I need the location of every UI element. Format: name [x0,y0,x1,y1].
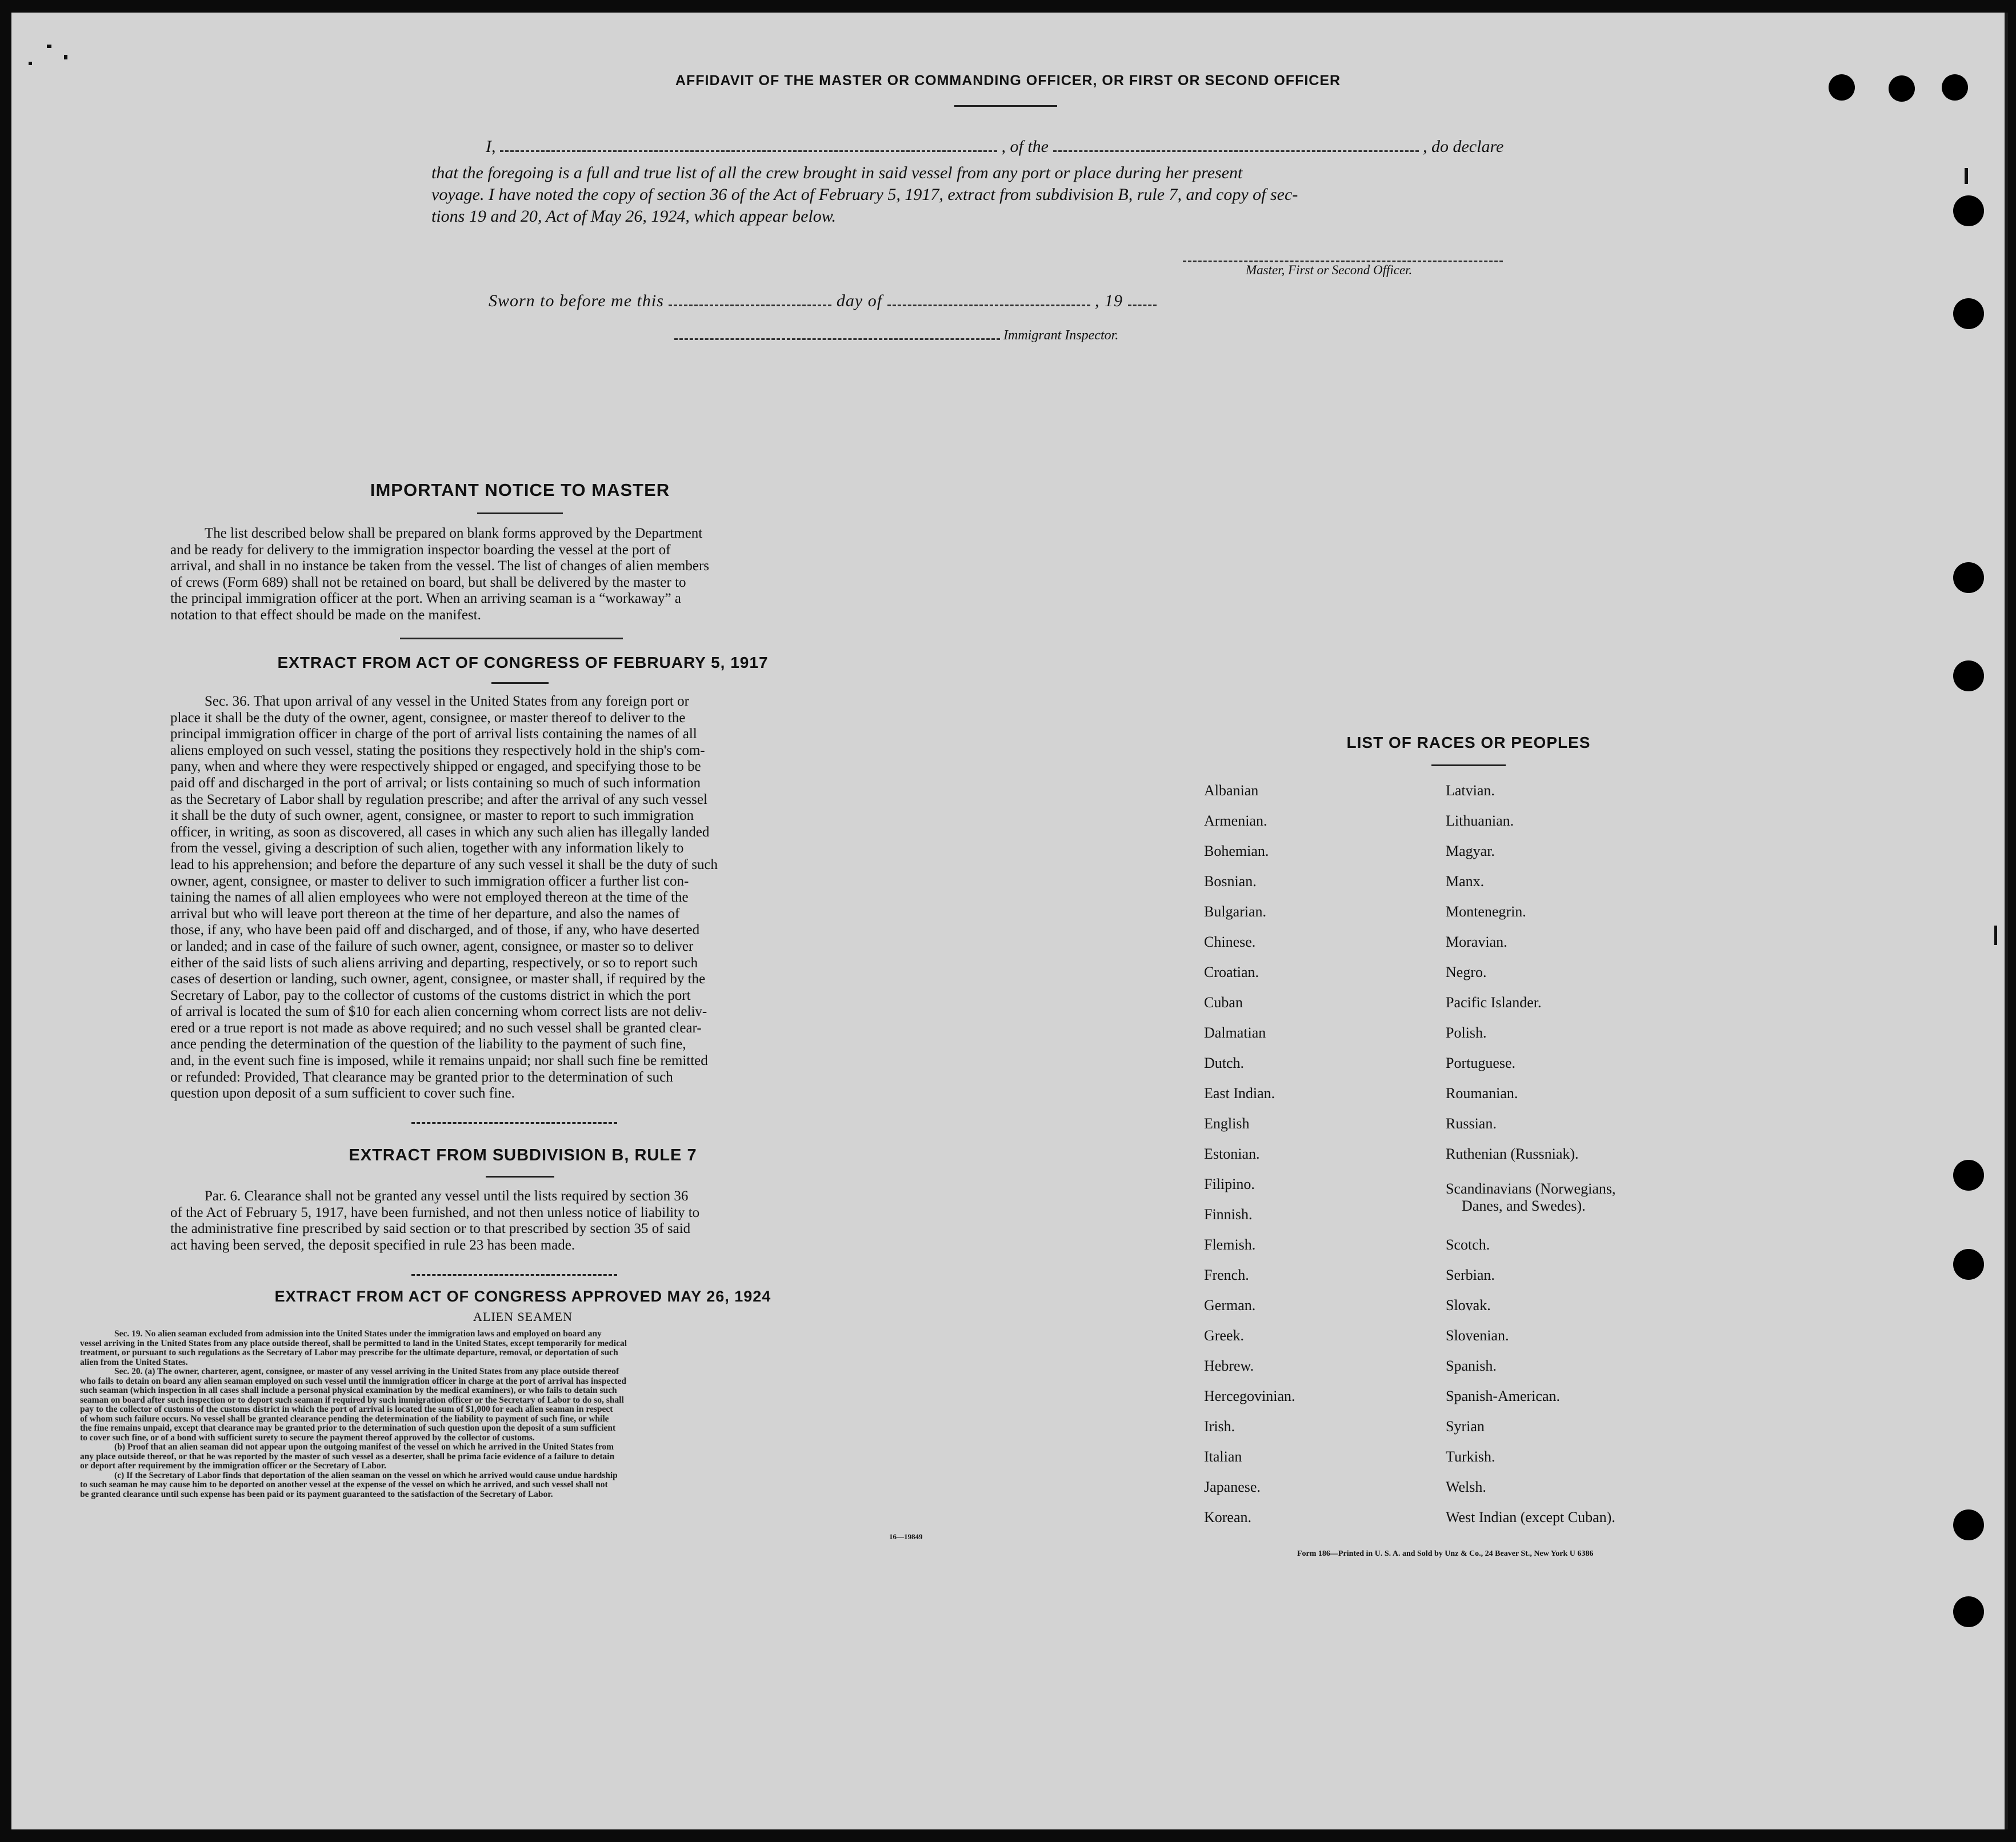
race-item: Greek. [1204,1327,1245,1344]
extract-1924-line: to such seaman he may cause him to be deported on another vessel at the expense of the vessel on which he arrived, and such vessel shall not [80,1480,608,1489]
extract-1924-line: pay to the collector of customs of the customs district in which the port of arrival is located the sum of $1,000 for each alien seaman in respect [80,1404,613,1414]
affidavit-title: AFFIDAVIT OF THE MASTER OR COMMANDING OFFICER, OR FIRST OR SECOND OFFICER [675,73,1341,89]
race-item: Hercegovinian. [1204,1388,1295,1404]
extract-line: as the Secretary of Labor shall by regulation prescribe; and after the arrival of any such vessel [170,791,707,807]
race-item: Pacific Islander. [1446,994,1542,1011]
race-item: Montenegrin. [1446,903,1526,920]
race-item: East Indian. [1204,1085,1275,1102]
extract-1924-line: (c) If the Secretary of Labor finds that deportation of the alien seaman on the vessel on which he arrived would cause undue hardship [114,1470,618,1480]
rule7-line: the administrative fine prescribed by said section or to that prescribed by section 35 of said [170,1221,691,1236]
extract-line: it shall be the duty of such owner, agent, consignee, or master to report to such immigration [170,808,694,824]
scan-speck [47,45,51,48]
extract-1924-line: be granted clearance until such expense has been paid or its payment guaranteed to the satisfaction of the Secretary of Labor. [80,1489,553,1499]
divider [411,1122,617,1124]
race-item: Japanese. [1204,1479,1261,1495]
extract-line: owner, agent, consignee, or master to deliver to such immigration officer a further list con- [170,873,689,889]
extract-1924-subtitle: ALIEN SEAMEN [473,1310,573,1324]
day-field[interactable] [669,301,831,306]
extract-1924-text [80,1330,951,1499]
year-label: , 19 [1095,291,1123,310]
extract-1924-line: any place outside thereof, or that he was reported by the master of such vessel as a deserter, shall be prima facie evidence of a failure to detain [80,1451,615,1461]
race-item: Polish. [1446,1024,1487,1041]
extract-line: and, in the event such fine is imposed, while it remains unpaid; nor shall such fine be remitted [170,1053,708,1069]
declaration-line: voyage. I have noted the copy of section 36 of the Act of February 5, 1917, extract from subdivision B, rule 7, and copy of sec- [431,185,1298,204]
race-item: Welsh. [1446,1479,1486,1495]
punch-hole [1942,74,1968,101]
rule7-line: Par. 6. Clearance shall not be granted any vessel until the lists required by section 36 [205,1188,689,1204]
extract-1924-title: EXTRACT FROM ACT OF CONGRESS APPROVED MAY 26, 1924 [274,1288,771,1305]
extract-line: aliens employed on such vessel, stating the positions they respectively hold in the ship's com- [170,742,705,758]
punch-hole [1953,1249,1984,1280]
divider [411,1274,617,1276]
scan-speck [1994,926,1997,945]
race-item: Serbian. [1446,1267,1495,1283]
extract-line: paid off and discharged in the port of arrival; or lists containing so much of such information [170,775,701,791]
race-item: Scotch. [1446,1236,1490,1253]
extract-line: Sec. 36. That upon arrival of any vessel in the United States from any foreign port or [205,694,689,709]
extract-1924-line: Sec. 20. (a) The owner, charterer, agent, consignee, or master of any vessel arriving in the United States from any place outside thereof [114,1367,619,1376]
race-item: Korean. [1204,1509,1252,1525]
race-item: Cuban [1204,994,1243,1011]
race-item-continuation: Danes, and Swedes). [1462,1198,1586,1214]
printer-imprint: Form 186—Printed in U. S. A. and Sold by Unz & Co., 24 Beaver St., New York U 6386 [1297,1549,1594,1558]
race-item: Syrian [1446,1418,1485,1435]
rule7-line: of the Act of February 5, 1917, have been furnished, and not then unless notice of liability to [170,1204,700,1220]
race-item: Ruthenian (Russniak). [1446,1146,1579,1162]
of-the-label: , of the [1001,137,1049,156]
race-item: Lithuanian. [1446,812,1514,829]
race-item: Albanian [1204,782,1259,799]
race-item: Flemish. [1204,1236,1256,1253]
race-item: Latvian. [1446,782,1495,799]
name-field[interactable] [500,147,997,152]
rule7-text [170,1188,859,1254]
rule7-title: EXTRACT FROM SUBDIVISION B, RULE 7 [349,1146,697,1164]
race-item: Italian [1204,1448,1242,1465]
divider [486,1176,554,1178]
race-item: Magyar. [1446,843,1495,859]
day-of-label: day of [836,291,883,310]
notice-line: arrival, and shall in no instance be taken from the vessel. The list of changes of alien members [170,558,709,574]
extract-1924-line: (b) Proof that an alien seaman did not appear upon the outgoing manifest of the vessel on which he arrived in the United States from [114,1442,614,1452]
do-declare-label: , do declare [1423,137,1504,156]
sworn-line [489,291,1157,311]
punch-hole [1953,660,1984,691]
vessel-field[interactable] [1053,147,1419,152]
notice-line: the principal immigration officer at the port. When an arriving seaman is a “workaway” a [170,591,681,606]
race-item: Bulgarian. [1204,903,1267,920]
extract-1917-title: EXTRACT FROM ACT OF CONGRESS OF FEBRUARY 5, 1917 [277,654,769,671]
notice-title: IMPORTANT NOTICE TO MASTER [370,480,670,500]
extract-1924-line: treatment, or pursuant to such regulations as the Secretary of Labor may prescribe for the ultimate departure, removal, or deportation of such [80,1348,618,1358]
race-item: German. [1204,1297,1256,1314]
extract-line: pany, when and where they were respectively shipped or engaged, and specifying those to be [170,759,701,775]
signature-line[interactable] [1183,257,1503,262]
extract-1924-line: vessel arriving in the United States from any place outside thereof, shall be permitted to land in the United States, except temporarily for medical [80,1338,627,1348]
extract-line: place it shall be the duty of the owner, agent, consignee, or master thereof to deliver to the [170,710,686,726]
race-item: Dalmatian [1204,1024,1266,1041]
extract-1924-line: such seaman (which inspection in all cases shall include a personal physical examination by the medical examiners), or who fails to detain such [80,1385,617,1395]
divider [491,682,549,684]
races-title: LIST OF RACES OR PEOPLES [1346,734,1591,751]
race-item: Negro. [1446,964,1487,980]
race-item: Finnish. [1204,1206,1253,1223]
extract-line: or landed; and in case of the failure of such owner, agent, consignee, or master so to deliver [170,938,694,954]
declaration-line: tions 19 and 20, Act of May 26, 1924, which appear below. [431,207,837,226]
extract-line: those, if any, who have been paid off and discharged, and of those, if any, who have deserted [170,922,700,938]
declaration-text [431,162,1546,227]
extract-1917-text [170,694,859,1102]
i-label: I, [486,137,496,156]
scan-speck [64,55,67,59]
race-item: Spanish. [1446,1358,1497,1374]
extract-line: arrival but who will leave port thereon at the time of her departure, and also the names of [170,906,680,922]
extract-line: either of the said lists of such aliens arriving and departing, respectively, or so to report such [170,955,698,971]
race-item: Irish. [1204,1418,1235,1435]
race-item: Filipino. [1204,1176,1255,1192]
extract-1924-line: to cover such fine, or of a bond with sufficient surety to secure the payment thereof approved by the collector of customs. [80,1432,535,1443]
declaration-line: that the foregoing is a full and true list of all the crew brought in said vessel from any port or place during her present [431,163,1243,182]
extract-line: officer, in writing, as soon as discovered, all cases in which any such alien has illegally landed [170,824,710,840]
race-item: Scandinavians (Norwegians, [1446,1180,1616,1197]
divider [1431,764,1506,766]
extract-1924-line: alien from the United States. [80,1357,188,1367]
race-item: Moravian. [1446,934,1507,950]
sworn-label: Sworn to before me this [489,291,664,310]
punch-hole [1889,75,1915,102]
race-item: English [1204,1115,1250,1132]
extract-line: from the vessel, giving a description of such alien, together with any information likely to [170,840,684,856]
race-item: Turkish. [1446,1448,1495,1465]
extract-line: question upon deposit of a sum sufficient to cover such fine. [170,1086,515,1102]
extract-line: Secretary of Labor, pay to the collector of customs of the customs district in which the port [170,987,691,1003]
punch-hole [1953,562,1984,593]
race-item: Hebrew. [1204,1358,1254,1374]
extract-line: ered or a true report is not made as above required; and no such vessel shall be granted clear- [170,1020,702,1036]
race-item: Croatian. [1204,964,1259,980]
punch-hole [1953,1160,1984,1191]
divider [954,105,1057,107]
scan-speck [1965,168,1968,184]
race-item: Spanish-American. [1446,1388,1561,1404]
race-item: Portuguese. [1446,1055,1516,1071]
race-item: West Indian (except Cuban). [1446,1509,1615,1525]
race-item: Dutch. [1204,1055,1245,1071]
month-field[interactable] [887,301,1090,306]
notice-line: of crews (Form 689) shall not be retained on board, but shall be delivered by the master to [170,574,686,590]
extract-1924-line: or deport after requirement by the immigration officer or the Secretary of Labor. [80,1461,386,1471]
notice-text [170,526,859,623]
punch-hole [1953,195,1984,226]
notice-line: and be ready for delivery to the immigration inspector boarding the vessel at the port of [170,542,671,558]
race-item: Bosnian. [1204,873,1257,890]
punch-hole [1953,1596,1984,1627]
race-item: Russian. [1446,1115,1497,1132]
race-item: Slovak. [1446,1297,1491,1314]
race-item: Estonian. [1204,1146,1260,1162]
declaration-first-line [486,137,1543,157]
extract-line: lead to his apprehension; and before the departure of any such vessel it shall be the duty of such [170,856,718,872]
notice-line: notation to that effect should be made on the manifest. [170,607,481,623]
divider [477,512,563,514]
notice-line: The list described below shall be prepared on blank forms approved by the Department [205,526,703,541]
extract-1924-line: of whom such failure occurs. No vessel shall be granted clearance pending the determination of the liability to payment of such fine, or while [80,1413,609,1424]
extract-line: taining the names of all alien employees who were not employed thereon at the time of the [170,890,689,906]
race-item: Bohemian. [1204,843,1269,859]
race-item: Roumanian. [1446,1085,1518,1102]
form-code: 16—19849 [889,1532,923,1541]
race-item: Manx. [1446,873,1485,890]
extract-1924-line: seaman on board after such inspection or to deport such seaman if required by such immigration officer or the Secretary of Labor to do so, shall [80,1395,624,1405]
extract-1924-line: the fine remains unpaid, except that clearance may be granted prior to the determination of such question upon the deposit of a sum sufficient [80,1423,616,1433]
extract-line: of arrival is located the sum of $10 for each alien concerning whom correct lists are not deliv- [170,1004,707,1020]
extract-line: cases of desertion or landing, such owner, agent, consignee, or master shall, if required by the [170,971,706,987]
punch-hole [1953,298,1984,329]
form-page [11,13,2008,1829]
rule7-line: act having been served, the deposit specified in rule 23 has been made. [170,1237,575,1253]
punch-hole [1953,1509,1984,1540]
punch-hole [1829,74,1855,101]
extract-1924-line: Sec. 19. No alien seaman excluded from admission into the United States under the immigration laws and employed on board any [114,1329,602,1339]
race-item: Slovenian. [1446,1327,1509,1344]
extract-line: ance pending the determination of the question of the liability to the payment of such fine, [170,1036,686,1052]
inspector-line[interactable] [674,335,1000,340]
year-field[interactable] [1128,301,1157,306]
extract-line: principal immigration officer in charge of the port of arrival lists containing the names of all [170,726,697,742]
scan-speck [29,62,32,65]
race-item: French. [1204,1267,1249,1283]
signature-caption: Master, First or Second Officer. [1246,263,1413,277]
race-item: Armenian. [1204,812,1267,829]
divider [400,638,623,639]
race-item: Chinese. [1204,934,1256,950]
inspector-caption: Immigrant Inspector. [1003,328,1119,343]
extract-1924-line: who fails to detain on board any alien seaman employed on such vessel until the immigration officer in charge at the port of arrival has inspected [80,1376,626,1386]
extract-line: or refunded: Provided, That clearance may be granted prior to the determination of such [170,1069,673,1085]
